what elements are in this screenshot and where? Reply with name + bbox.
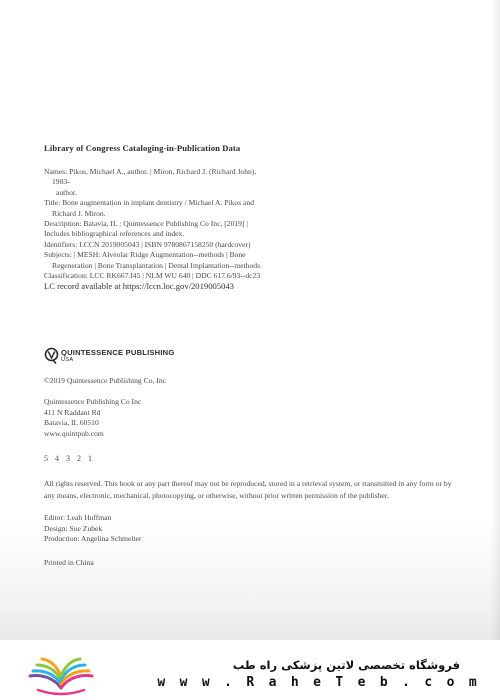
cip-names-year: 1983- <box>52 177 70 187</box>
shop-name: فروشگاه تخصصی لاتین پزشکی راه طب <box>232 658 460 672</box>
publisher-name: QUINTESSENCE PUBLISHING <box>61 348 175 357</box>
copyright-notice: ©2019 Quintessence Publishing Co, Inc <box>44 376 166 385</box>
cip-description-line: Description: Batavia, IL : Quintessence Publishing Co Inc, [2019] | <box>44 219 248 229</box>
cip-heading: Library of Congress Cataloging-in-Publication Data <box>44 143 241 153</box>
credit-design: Design: Sue Zubek <box>44 523 103 533</box>
open-book-logo-icon <box>26 648 96 696</box>
cip-description-cont: Includes bibliographical references and index. <box>44 229 185 239</box>
cip-classification-line: Classification: LCC RK667.I45 | NLM WU 640 | DDC 617.6/93--dc23 <box>44 271 261 281</box>
cip-names-line: Names: Pikos, Michael A., author. | Miron, Richard J. (Richard John), <box>44 167 257 176</box>
address-street: 411 N Raddant Rd <box>44 407 101 417</box>
publisher-address <box>44 397 141 439</box>
cip-data-block <box>44 167 444 292</box>
cip-title-cont: Richard J. Miron. <box>52 208 106 218</box>
cip-identifiers-line: Identifiers: LCCN 2019005043 | ISBN 9780867158250 (hardcover) <box>44 239 251 249</box>
lc-record-link[interactable]: LC record available at https://lccn.loc.gov/2019005043 <box>44 281 234 292</box>
cip-subjects-line: Subjects: | MESH: Alveolar Ridge Augmentation--methods | Bone <box>44 250 246 260</box>
quintessence-logo-icon <box>44 347 59 364</box>
credit-editor: Editor: Leah Huffman <box>44 513 112 522</box>
printed-in-notice: Printed in China <box>44 558 94 567</box>
publisher-country: USA <box>61 357 74 363</box>
cip-names-role: author. <box>56 187 77 197</box>
address-city: Batavia, IL 60510 <box>44 418 99 428</box>
printing-line: 5 4 3 2 1 <box>44 454 95 463</box>
publisher-website-link[interactable]: www.quintpub.com <box>44 428 104 438</box>
shop-url-link[interactable]: w w w . R a h e T e b . c o m <box>157 675 480 690</box>
page-edge-shadow <box>490 0 500 640</box>
credit-production: Production: Angelina Schmelter <box>44 534 142 544</box>
rights-statement: All rights reserved. This book or any part thereof may not be reproduced, stored in a retrieval system, or transmitted in any form or by any means, electronic, mechanical, photocopying, or otherwise, without prior written permission of the publisher. <box>44 479 452 500</box>
watermark-banner <box>0 640 500 700</box>
cip-subjects-cont: Regeneration | Bone Transplantation | Dental Implantation--methods <box>52 260 261 270</box>
cip-title-line: Title: Bone augmentation in implant dentistry / Michael A. Pikos and <box>44 198 255 208</box>
credits-block <box>44 513 141 545</box>
publisher-logo <box>44 346 194 368</box>
address-company: Quintessence Publishing Co Inc <box>44 397 142 406</box>
